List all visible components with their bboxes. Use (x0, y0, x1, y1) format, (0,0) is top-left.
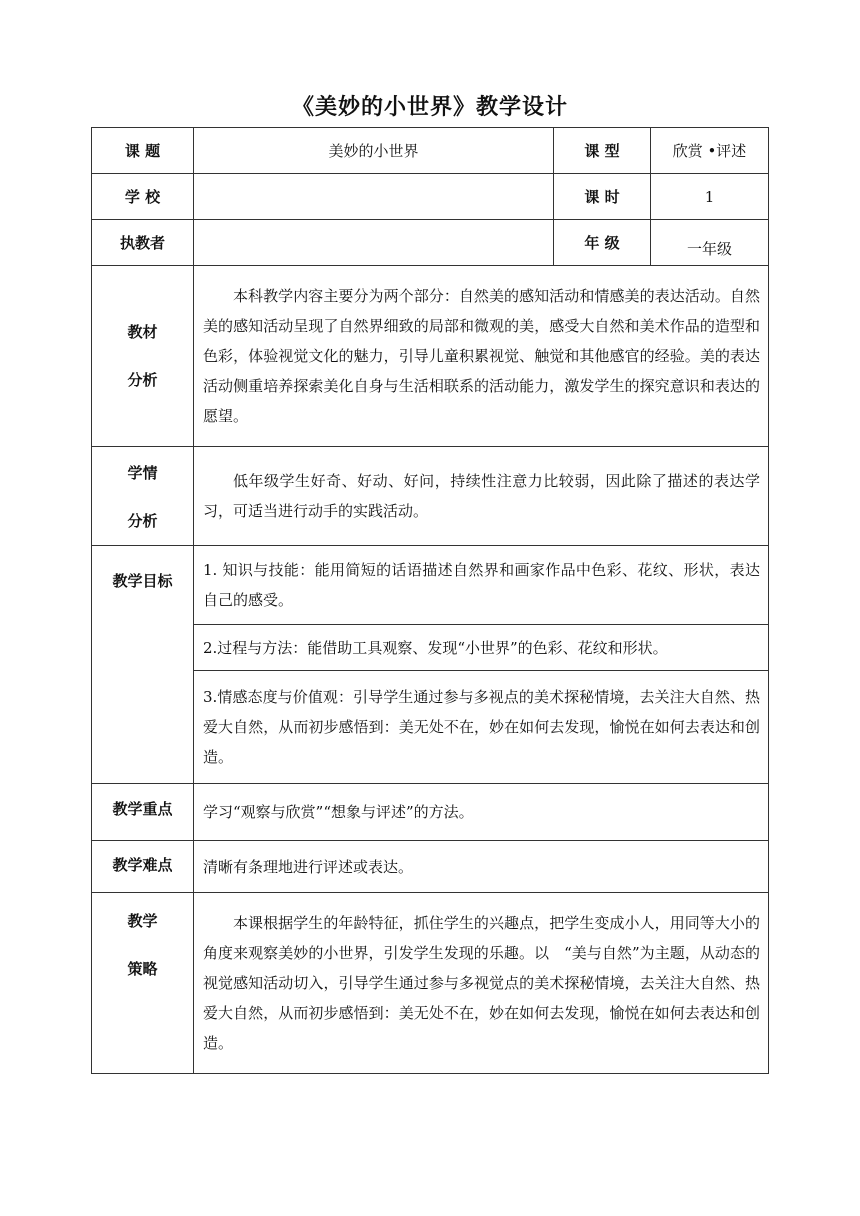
goals-label: 教学目标 (92, 546, 194, 784)
document-title: 《美妙的小世界》教学设计 (291, 95, 568, 120)
strategy-label-line2: 策略 (127, 960, 158, 978)
strategy-text: 本课根据学生的年龄特征，抓住学生的兴趣点，把学生变成小人，用同等大小的角度来观察美妙的小世界，引发学生发现的乐趣。以 “美与自然”为主题，从动态的视觉感知活动切入，引导学生通过参与多视觉点的美术探秘情境，去关注大自然、热爱大自然，从而初步感悟到：美无处不在，妙在如何去发现，愉悦在如何去表达和创造。 (194, 893, 769, 1074)
type-label: 课 型 (554, 128, 651, 174)
learner-text: 低年级学生好奇、好动、好问，持续性注意力比较弱，因此除了描述的表达学习，可适当进行动手的实践活动。 (194, 447, 769, 546)
hours-label: 课 时 (554, 174, 651, 220)
key-point-text: 学习“观察与欣赏”“想象与评述”的方法。 (194, 784, 769, 841)
key-point-label: 教学重点 (92, 784, 194, 841)
school-value (194, 174, 554, 220)
lesson-plan-table (91, 127, 769, 1074)
row-strategy (92, 893, 769, 1074)
row-teacher (92, 220, 769, 266)
goal-item-2: 2.过程与方法：能借助工具观察、发现“小世界”的色彩、花纹和形状。 (194, 625, 769, 671)
type-value: 欣赏 •评述 (651, 128, 769, 174)
material-text: 本科教学内容主要分为两个部分：自然美的感知活动和情感美的表达活动。自然美的感知活动呈现了自然界细致的局部和微观的美，感受大自然和美术作品的造型和色彩，体验视觉文化的魅力，引导儿童积累视觉、触觉和其他感官的经验。美的表达活动侧重培养探索美化自身与生活相联系的活动能力，激发学生的探究意识和表达的愿望。 (194, 266, 769, 447)
row-goal-2 (92, 625, 769, 671)
teacher-value (194, 220, 554, 266)
topic-value: 美妙的小世界 (194, 128, 554, 174)
goal-item-1: 1. 知识与技能：能用简短的话语描述自然界和画家作品中色彩、花纹、形状，表达自己的感受。 (194, 546, 769, 625)
row-key-point (92, 784, 769, 841)
row-school (92, 174, 769, 220)
material-label-line1: 教材 (127, 323, 158, 341)
grade-label: 年 级 (554, 220, 651, 266)
strategy-label (92, 893, 194, 1074)
row-difficulty (92, 841, 769, 893)
material-label (92, 266, 194, 447)
grade-value: 一年级 (651, 220, 769, 266)
row-goal-1 (92, 546, 769, 625)
row-goal-3 (92, 671, 769, 784)
strategy-label-line1: 教学 (127, 912, 158, 930)
school-label: 学 校 (92, 174, 194, 220)
difficulty-text: 清晰有条理地进行评述或表达。 (194, 841, 769, 893)
hours-value: 1 (651, 174, 769, 220)
topic-label: 课 题 (92, 128, 194, 174)
difficulty-label: 教学难点 (92, 841, 194, 893)
teacher-label: 执教者 (92, 220, 194, 266)
row-learner (92, 447, 769, 546)
row-topic (92, 128, 769, 174)
learner-label (92, 447, 194, 546)
material-label-line2: 分析 (127, 371, 158, 389)
goal-item-3: 3.情感态度与价值观：引导学生通过参与多视点的美术探秘情境，去关注大自然、热爱大自然，从而初步感悟到：美无处不在，妙在如何去发现，愉悦在如何去表达和创造。 (194, 671, 769, 784)
learner-label-line1: 学情 (127, 464, 158, 482)
learner-label-line2: 分析 (127, 512, 158, 530)
row-material (92, 266, 769, 447)
